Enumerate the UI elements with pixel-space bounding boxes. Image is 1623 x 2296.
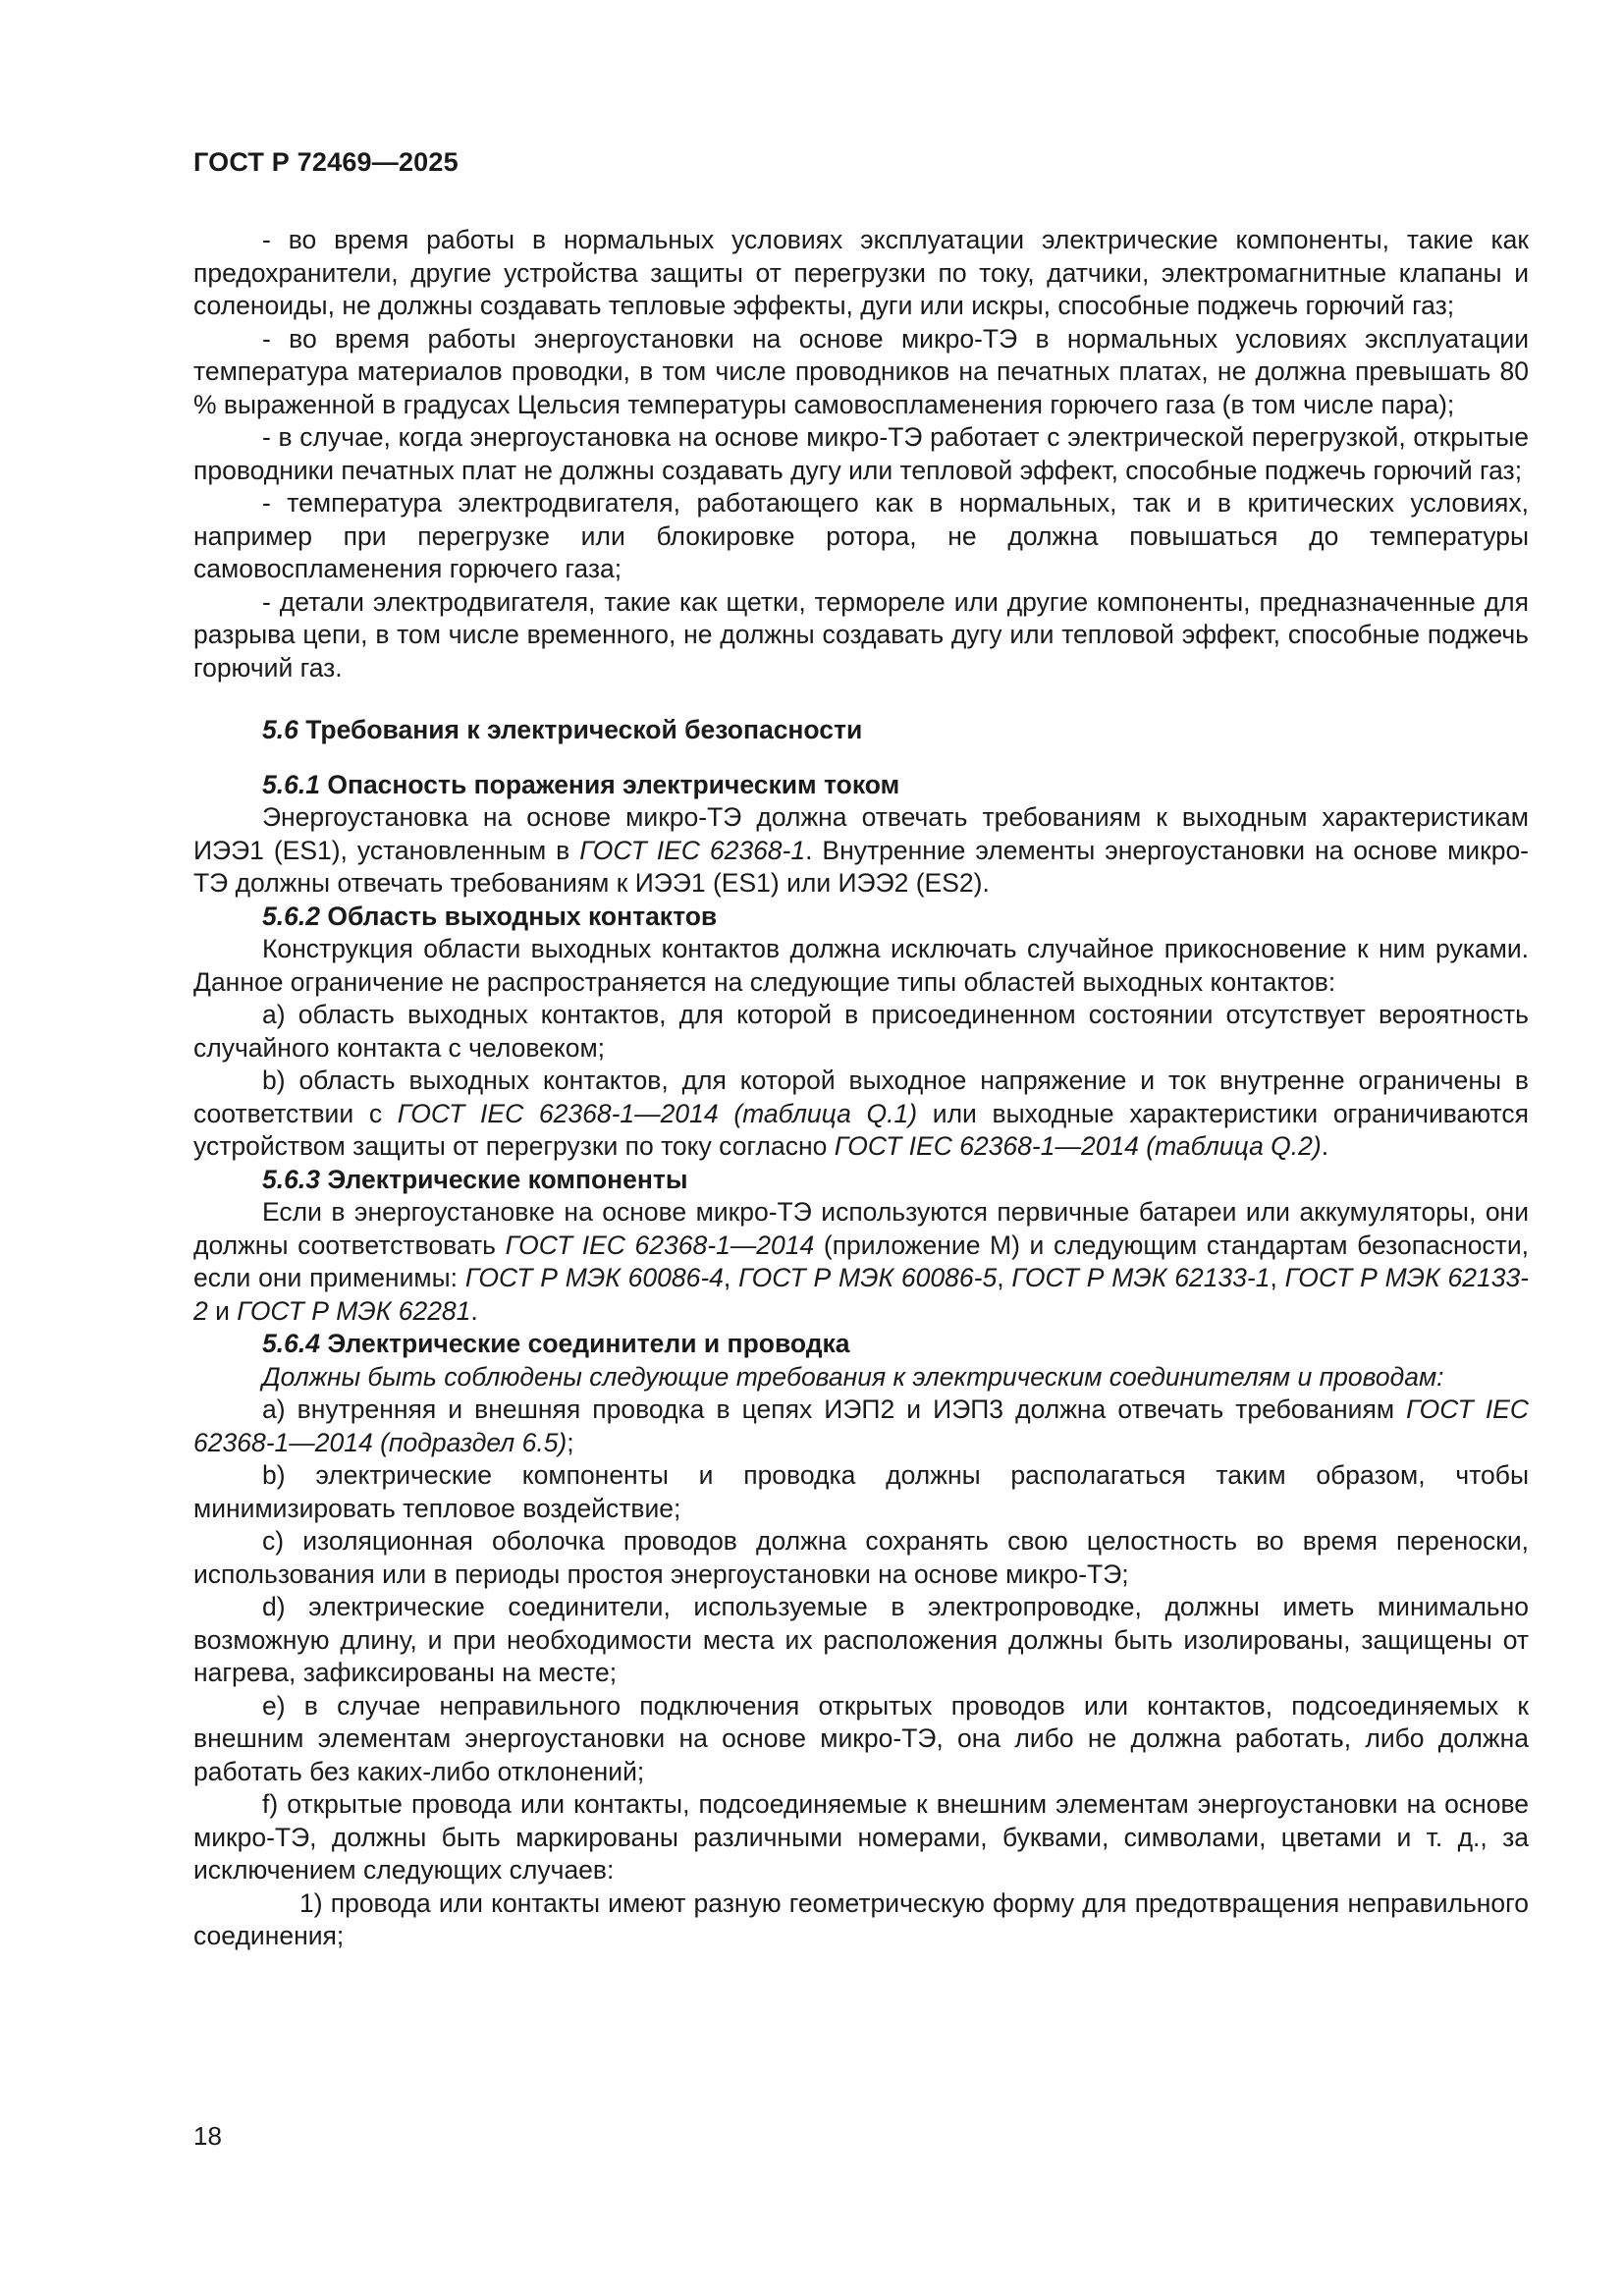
standard-reference: ГОСТ IEC 62368-1—2014 (таблица Q.1) <box>397 1098 918 1128</box>
text-run: . Внутренние элементы энергоустановки на основе микро-ТЭ должны отвечать требованиям к ИЭЭ1 (ES1) или ИЭЭ2 (ES2). <box>193 835 1530 898</box>
section-title: Требования к электрической безопасности <box>305 715 863 744</box>
subsection-heading-5-6-4 <box>193 1328 1529 1361</box>
text-run: b) область выходных контактов, для которой выходное напряжение и ток внутренне ограничены в соответствии с <box>193 1066 1529 1128</box>
subsection-number: 5.6.1 <box>262 769 320 799</box>
text-run: , <box>1270 1263 1285 1292</box>
lead-text: Должны быть соблюдены следующие требования к электрическим соединителям и проводам: <box>262 1361 1444 1392</box>
list-item-f: f) открытые провода или контакты, подсоединяемые к внешним элементам энергоустановки на основе микро-ТЭ, должны быть маркированы различными номерами, буквами, символами, цветами и т. д., за исключением следующих случаев: <box>193 1789 1529 1885</box>
subsection-number: 5.6.2 <box>262 901 320 931</box>
subsection-heading-5-6-3 <box>193 1164 1529 1197</box>
subsection-title: Опасность поражения электрическим током <box>327 769 900 799</box>
subsection-title: Область выходных контактов <box>327 901 718 931</box>
text-run: Энергоустановка на основе микро-ТЭ должна отвечать требованиям к выходным характеристикам ИЭЭ1 (ES1), установленным в <box>193 802 1529 865</box>
text-run: (приложение М) и следующим стандартам безопасности, если они применимы: <box>193 1230 1529 1292</box>
standard-reference: ГОСТ Р МЭК 60086-5 <box>738 1263 998 1292</box>
section-number: 5.6 <box>262 715 298 744</box>
subsection-title: Электрические соединители и проводка <box>327 1329 850 1358</box>
list-item-a <box>193 1394 1529 1459</box>
intro-item-4: - температура электродвигателя, работающего как в нормальных, так и в критических условиях, например при перегрузке или блокировке ротора, не должна повышаться до температуры самовоспламенения горючего газа; <box>193 488 1529 583</box>
subsection-heading-5-6-2 <box>193 901 1529 934</box>
text-run: ; <box>567 1427 574 1457</box>
text-run: , <box>723 1263 739 1292</box>
paragraph-5-6-1 <box>193 801 1529 901</box>
text-run: . <box>1321 1131 1329 1161</box>
standard-reference: ГОСТ IEC 62368-1—2014 <box>505 1230 815 1260</box>
text-run: . <box>470 1295 478 1326</box>
text-run: или выходные характеристики ограничиваются устройством защиты от перегрузки по току согласно <box>193 1098 1529 1161</box>
list-item-d: d) электрические соединители, используемые в электропроводке, должны иметь минимально возможную длину, и при необходимости места их расположения должны быть изолированы, защищены от нагрева, зафиксированы на месте; <box>193 1592 1529 1687</box>
list-item-a: a) область выходных контактов, для которой в присоединенном состоянии отсутствует вероятность случайного контакта с человеком; <box>193 1000 1529 1063</box>
text-run: , <box>997 1263 1012 1292</box>
paragraph-5-6-3 <box>193 1196 1529 1328</box>
list-item-b <box>193 1065 1529 1164</box>
subsection-number: 5.6.3 <box>262 1164 320 1194</box>
list-item-e: e) в случае неправильного подключения открытых проводов или контактов, подсоединяемых к внешним элементам энергоустановки на основе микро-ТЭ, она либо не должна работать, либо должна работать без каких-либо отклонений; <box>193 1690 1529 1786</box>
document-body <box>193 224 1529 1953</box>
page-number: 18 <box>193 2121 222 2151</box>
standard-reference: ГОСТ Р МЭК 62133-2 <box>193 1263 1530 1326</box>
standard-reference: ГОСТ Р МЭК 62281 <box>237 1295 471 1326</box>
section-heading-5-6 <box>193 714 1529 747</box>
subsection-heading-5-6-1 <box>193 769 1529 802</box>
standard-reference: ГОСТ IEC 62368-1 <box>579 835 806 865</box>
intro-item-5: - детали электродвигателя, такие как щетки, термореле или другие компоненты, предназначенные для разрыва цепи, в том числе временного, не должны создавать дугу или тепловой эффект, способные поджечь горючий газ. <box>193 586 1529 683</box>
list-item-f-1: 1) провода или контакты имеют разную геометрическую форму для предотвращения неправильного соединения; <box>193 1887 1529 1950</box>
intro-item-3: - в случае, когда энергоустановка на основе микро-ТЭ работает с электрической перегрузкой, открытые проводники печатных плат не должны создавать дугу или тепловой эффект, способные поджечь горючий газ; <box>193 422 1529 485</box>
list-item-c: c) изоляционная оболочка проводов должна сохранять свою целостность во время переноски, использования или в периоды простоя энергоустановки на основе микро-ТЭ; <box>193 1526 1529 1589</box>
intro-item-2: - во время работы энергоустановки на основе микро-ТЭ в нормальных условиях эксплуатации температура материалов проводки, в том числе проводников на печатных платах, не должна превышать 80 % выраженной в градусах Цельсия температуры самовоспламенения горючего газа (в том числе пара); <box>193 323 1529 419</box>
document-header-standard-id: ГОСТ Р 72469—2025 <box>193 147 459 177</box>
list-item-b: b) электрические компоненты и проводка должны располагаться таким образом, чтобы минимизировать тепловое воздействие; <box>193 1460 1529 1523</box>
subsection-number: 5.6.4 <box>262 1329 320 1358</box>
intro-item-1: - во время работы в нормальных условиях эксплуатации электрические компоненты, такие как предохранители, другие устройства защиты от перегрузки по току, датчики, электромагнитные клапаны и соленоиды, не должны создавать тепловые эффекты, дуги или искры, способные поджечь горючий газ; <box>193 225 1529 320</box>
standard-reference: ГОСТ Р МЭК 62133-1 <box>1011 1263 1271 1292</box>
standard-reference: ГОСТ Р МЭК 60086-4 <box>464 1263 724 1292</box>
standard-reference: ГОСТ IEC 62368-1—2014 (подраздел 6.5) <box>193 1394 1529 1457</box>
text-run: a) внутренняя и внешняя проводка в цепях ИЭП2 и ИЭП3 должна отвечать требованиям <box>262 1394 1407 1424</box>
paragraph-5-6-2: Конструкция области выходных контактов должна исключать случайное прикосновение к ним руками. Данное ограничение не распространяется на следующие типы областей выходных контактов: <box>193 934 1529 997</box>
paragraph-5-6-4-lead <box>193 1361 1529 1394</box>
subsection-title: Электрические компоненты <box>327 1164 688 1194</box>
text-run: Если в энергоустановке на основе микро-ТЭ используются первичные батареи или аккумуляторы, они должны соответствовать <box>193 1197 1529 1260</box>
standard-reference: ГОСТ IEC 62368-1—2014 (таблица Q.2) <box>834 1131 1322 1161</box>
text-run: и <box>207 1295 238 1326</box>
